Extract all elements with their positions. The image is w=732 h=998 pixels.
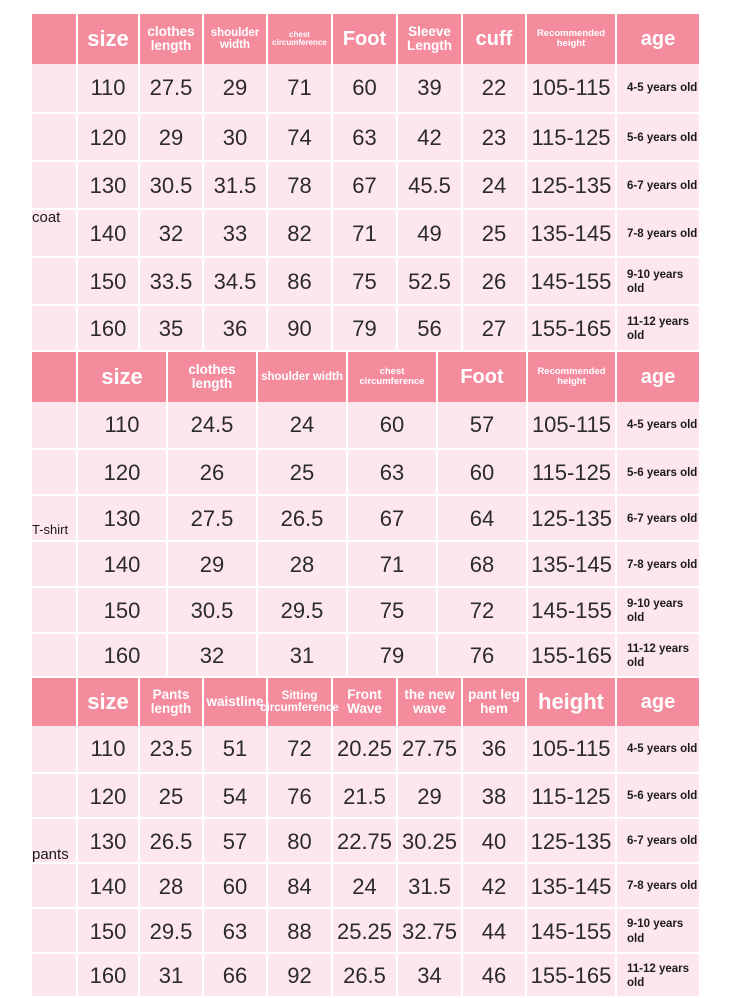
tshirt-header-age: age: [615, 352, 699, 402]
coat-cell-chest: 71: [287, 75, 312, 100]
tshirt-cell-age: 6-7 years old: [627, 512, 698, 525]
pants-cell-waistline: 63: [222, 918, 248, 944]
tshirt-section: [32, 352, 699, 676]
coat-row: [32, 64, 699, 112]
pants-cell-sitting: 80: [287, 828, 312, 854]
coat-header-age: age: [615, 14, 699, 64]
coat-cell-chest: 78: [287, 173, 312, 198]
tshirt-cell-size: 120: [103, 460, 141, 485]
coat-cell-size: 150: [89, 269, 127, 294]
coat-cell-chest: 74: [287, 125, 312, 150]
coat-header-chest-circumference: chest circumference: [266, 14, 331, 64]
pants-cell-age: 9-10 years old: [627, 918, 684, 945]
pants-cell-new-wave: 32.75: [401, 918, 458, 944]
pants-cell-pants-length: 26.5: [149, 828, 193, 854]
tshirt-cell-foot: 72: [469, 598, 495, 623]
coat-row: [32, 160, 699, 210]
pants-cell-leg-hem: 42: [481, 873, 507, 899]
pants-cell-height: 105-115: [531, 736, 611, 761]
tshirt-header-shoulder-width: shoulder width: [256, 352, 346, 402]
pants-cell-size: 130: [89, 828, 127, 854]
pants-cell-waistline: 60: [222, 873, 248, 899]
pants-cell-sitting: 72: [287, 736, 312, 761]
pants-cell-waistline: 54: [222, 783, 248, 809]
tshirt-cell-clothes-length: 26: [199, 460, 225, 485]
pants-cell-front-wave: 25.25: [336, 918, 393, 944]
coat-cell-cuff: 26: [481, 269, 507, 294]
tshirt-cell-clothes-length: 27.5: [190, 506, 234, 531]
tshirt-header-size: size: [76, 352, 166, 402]
tshirt-category-label: T-shirt: [32, 522, 69, 537]
coat-cell-chest: 82: [287, 221, 312, 246]
pants-cell-leg-hem: 46: [481, 963, 507, 988]
pants-cell-pants-length: 31: [158, 963, 184, 988]
tshirt-cell-age: 11-12 years old: [627, 642, 690, 669]
tshirt-cell-height: 155-165: [531, 643, 612, 668]
pants-cell-height: 135-145: [530, 873, 612, 899]
pants-cell-new-wave: 34: [417, 963, 442, 988]
coat-cell-clothes-length: 30.5: [149, 173, 193, 198]
pants-cell-front-wave: 24: [352, 873, 377, 899]
pants-header-sitting-circumference: Sitting circumference: [266, 678, 331, 726]
coat-cell-foot: 79: [352, 316, 377, 341]
coat-cell-cuff: 23: [481, 125, 507, 150]
pants-cell-leg-hem: 38: [481, 783, 507, 809]
pants-cell-pants-length: 25: [158, 783, 184, 809]
pants-cell-leg-hem: 36: [481, 736, 507, 761]
coat-cell-size: 120: [89, 125, 127, 150]
coat-cell-sleeve: 39: [417, 75, 442, 100]
tshirt-row: [32, 632, 699, 678]
tshirt-cell-height: 115-125: [531, 460, 612, 485]
pants-cell-height: 125-135: [530, 828, 612, 854]
tshirt-cell-shoulder-width: 29.5: [280, 598, 324, 623]
coat-cell-height: 125-135: [530, 173, 612, 198]
pants-cell-new-wave: 31.5: [408, 873, 451, 899]
coat-category-label: coat: [32, 209, 61, 226]
pants-header-front-wave: Front Wave: [331, 678, 396, 726]
tshirt-cell-size: 130: [103, 506, 141, 531]
tshirt-row: [32, 448, 699, 496]
tshirt-cell-size: 160: [103, 643, 141, 668]
coat-cell-foot: 67: [352, 173, 377, 198]
pants-row: [32, 907, 699, 954]
pants-cell-new-wave: 27.75: [401, 736, 458, 761]
coat-header-shoulder-width: shoulder width: [202, 14, 266, 64]
tshirt-cell-chest: 75: [379, 598, 405, 623]
pants-cell-waistline: 57: [222, 828, 248, 854]
tshirt-cell-height: 125-135: [531, 506, 612, 531]
coat-cell-cuff: 22: [481, 75, 507, 100]
coat-cell-chest: 86: [287, 269, 312, 294]
coat-row: [32, 208, 699, 258]
pants-category-label: pants: [32, 846, 69, 863]
pants-cell-height: 145-155: [530, 918, 612, 944]
coat-cell-shoulder-width: 29: [222, 75, 248, 100]
tshirt-cell-size: 110: [104, 412, 140, 437]
coat-cell-foot: 71: [352, 221, 377, 246]
pants-cell-height: 155-165: [530, 963, 612, 988]
tshirt-header-row: [32, 352, 699, 402]
coat-header-row: [32, 14, 699, 64]
coat-cell-shoulder-width: 31.5: [213, 173, 257, 198]
pants-cell-front-wave: 21.5: [343, 783, 386, 809]
pants-cell-leg-hem: 40: [481, 828, 507, 854]
coat-cell-shoulder-width: 34.5: [213, 269, 257, 294]
tshirt-cell-age: 9-10 years old: [627, 597, 684, 624]
coat-cell-chest: 90: [287, 316, 312, 341]
tshirt-cell-foot: 60: [469, 460, 495, 485]
pants-cell-age: 11-12 years old: [627, 962, 690, 989]
coat-cell-shoulder-width: 30: [222, 125, 248, 150]
coat-cell-cuff: 25: [481, 221, 507, 246]
pants-cell-age: 5-6 years old: [627, 790, 698, 803]
coat-cell-shoulder-width: 33: [222, 221, 248, 246]
pants-header-new-wave: the new wave: [396, 678, 461, 726]
pants-cell-size: 140: [89, 873, 127, 899]
coat-cell-foot: 60: [352, 75, 377, 100]
tshirt-cell-age: 5-6 years old: [627, 466, 698, 479]
coat-row: [32, 112, 699, 162]
coat-cell-sleeve: 52.5: [408, 269, 451, 294]
coat-cell-clothes-length: 32: [158, 221, 184, 246]
tshirt-cell-shoulder-width: 24: [289, 412, 315, 437]
coat-cell-size: 140: [89, 221, 127, 246]
pants-cell-sitting: 76: [287, 783, 312, 809]
pants-header-pants-length: Pants length: [138, 678, 202, 726]
coat-cell-foot: 75: [352, 269, 377, 294]
pants-header-age: age: [615, 678, 699, 726]
coat-row: [32, 304, 699, 352]
coat-header-foot: Foot: [331, 14, 396, 64]
coat-row: [32, 256, 699, 306]
coat-cell-height: 105-115: [531, 75, 611, 100]
pants-cell-age: 7-8 years old: [627, 880, 698, 893]
coat-cell-sleeve: 56: [417, 316, 442, 341]
tshirt-cell-height: 105-115: [531, 412, 612, 437]
pants-row: [32, 726, 699, 772]
coat-header-cuff: cuff: [461, 14, 525, 64]
coat-cell-size: 160: [89, 316, 127, 341]
coat-cell-sleeve: 45.5: [408, 173, 451, 198]
coat-cell-age: 4-5 years old: [627, 81, 698, 94]
tshirt-cell-height: 145-155: [531, 598, 612, 623]
pants-header-size: size: [76, 678, 138, 726]
tshirt-cell-foot: 68: [469, 552, 495, 577]
tshirt-cell-age: 7-8 years old: [627, 558, 698, 571]
coat-cell-size: 130: [89, 173, 127, 198]
pants-cell-size: 120: [89, 783, 127, 809]
tshirt-row: [32, 402, 699, 448]
pants-row: [32, 772, 699, 819]
pants-cell-size: 110: [90, 736, 126, 761]
coat-cell-foot: 63: [352, 125, 377, 150]
pants-row: [32, 952, 699, 998]
pants-cell-size: 160: [89, 963, 127, 988]
coat-cell-size: 110: [90, 75, 126, 100]
pants-cell-front-wave: 26.5: [343, 963, 386, 988]
tshirt-cell-foot: 76: [469, 643, 495, 668]
tshirt-row: [32, 494, 699, 542]
tshirt-header-foot: Foot: [436, 352, 526, 402]
coat-body: [32, 64, 699, 350]
pants-cell-age: 6-7 years old: [627, 835, 698, 848]
coat-cell-height: 155-165: [530, 316, 612, 341]
coat-cell-age: 11-12 years old: [627, 315, 690, 342]
pants-cell-sitting: 92: [287, 963, 312, 988]
tshirt-cell-clothes-length: 32: [199, 643, 225, 668]
pants-cell-age: 4-5 years old: [627, 742, 698, 755]
pants-cell-new-wave: 30.25: [401, 828, 458, 854]
tshirt-row: [32, 586, 699, 634]
tshirt-cell-chest: 79: [379, 643, 405, 668]
pants-cell-waistline: 66: [222, 963, 248, 988]
pants-body: [32, 726, 699, 996]
pants-cell-pants-length: 28: [158, 873, 184, 899]
tshirt-row: [32, 540, 699, 588]
coat-cell-age: 5-6 years old: [627, 131, 698, 144]
tshirt-cell-chest: 60: [379, 412, 405, 437]
tshirt-cell-shoulder-width: 26.5: [280, 506, 324, 531]
pants-cell-pants-length: 29.5: [149, 918, 193, 944]
coat-header-sleeve-length: Sleeve Length: [396, 14, 461, 64]
pants-header-height: height: [525, 678, 615, 726]
pants-cell-sitting: 88: [287, 918, 312, 944]
coat-cell-age: 9-10 years old: [627, 268, 684, 295]
pants-header-pant-leg-hem: pant leg hem: [461, 678, 525, 726]
tshirt-cell-chest: 67: [379, 506, 405, 531]
tshirt-body: [32, 402, 699, 676]
coat-cell-height: 135-145: [530, 221, 612, 246]
pants-header-waistline: waistline: [202, 678, 266, 726]
coat-cell-sleeve: 49: [417, 221, 442, 246]
coat-header-clothes-length: clothes length: [138, 14, 202, 64]
tshirt-cell-shoulder-width: 28: [289, 552, 315, 577]
tshirt-cell-foot: 64: [469, 506, 495, 531]
coat-cell-clothes-length: 33.5: [149, 269, 193, 294]
pants-cell-size: 150: [89, 918, 127, 944]
coat-section: [32, 14, 699, 350]
pants-section: [32, 678, 699, 996]
tshirt-cell-clothes-length: 30.5: [190, 598, 234, 623]
pants-cell-front-wave: 20.25: [336, 736, 393, 761]
tshirt-cell-size: 140: [103, 552, 141, 577]
pants-cell-height: 115-125: [531, 783, 611, 809]
coat-cell-age: 7-8 years old: [627, 227, 698, 240]
coat-cell-cuff: 27: [481, 316, 507, 341]
pants-cell-pants-length: 23.5: [149, 736, 193, 761]
pants-header-row: [32, 678, 699, 726]
tshirt-cell-size: 150: [103, 598, 141, 623]
coat-cell-sleeve: 42: [417, 125, 442, 150]
coat-header-recommended-height: Recommended height: [525, 14, 615, 64]
coat-cell-clothes-length: 29: [158, 125, 184, 150]
coat-cell-height: 145-155: [530, 269, 612, 294]
pants-cell-front-wave: 22.75: [336, 828, 393, 854]
tshirt-cell-clothes-length: 29: [199, 552, 225, 577]
tshirt-cell-height: 135-145: [531, 552, 612, 577]
tshirt-cell-foot: 57: [469, 412, 495, 437]
pants-row: [32, 817, 699, 864]
coat-cell-cuff: 24: [481, 173, 507, 198]
tshirt-header-chest-circumference: chest circumference: [346, 352, 436, 402]
coat-cell-clothes-length: 27.5: [149, 75, 193, 100]
tshirt-cell-shoulder-width: 25: [289, 460, 315, 485]
tshirt-header-clothes-length: clothes length: [166, 352, 256, 402]
pants-cell-waistline: 51: [222, 736, 248, 761]
coat-cell-clothes-length: 35: [158, 316, 184, 341]
pants-cell-sitting: 84: [287, 873, 312, 899]
coat-cell-shoulder-width: 36: [222, 316, 248, 341]
tshirt-cell-clothes-length: 24.5: [190, 412, 234, 437]
tshirt-cell-chest: 71: [379, 552, 405, 577]
pants-row: [32, 862, 699, 909]
tshirt-header-recommended-height: Recommended height: [526, 352, 615, 402]
coat-header-size: size: [76, 14, 138, 64]
coat-cell-height: 115-125: [531, 125, 611, 150]
pants-cell-new-wave: 29: [417, 783, 442, 809]
tshirt-cell-chest: 63: [379, 460, 405, 485]
tshirt-cell-age: 4-5 years old: [627, 418, 698, 431]
coat-cell-age: 6-7 years old: [627, 179, 698, 192]
pants-cell-leg-hem: 44: [481, 918, 507, 944]
tshirt-cell-shoulder-width: 31: [289, 643, 315, 668]
